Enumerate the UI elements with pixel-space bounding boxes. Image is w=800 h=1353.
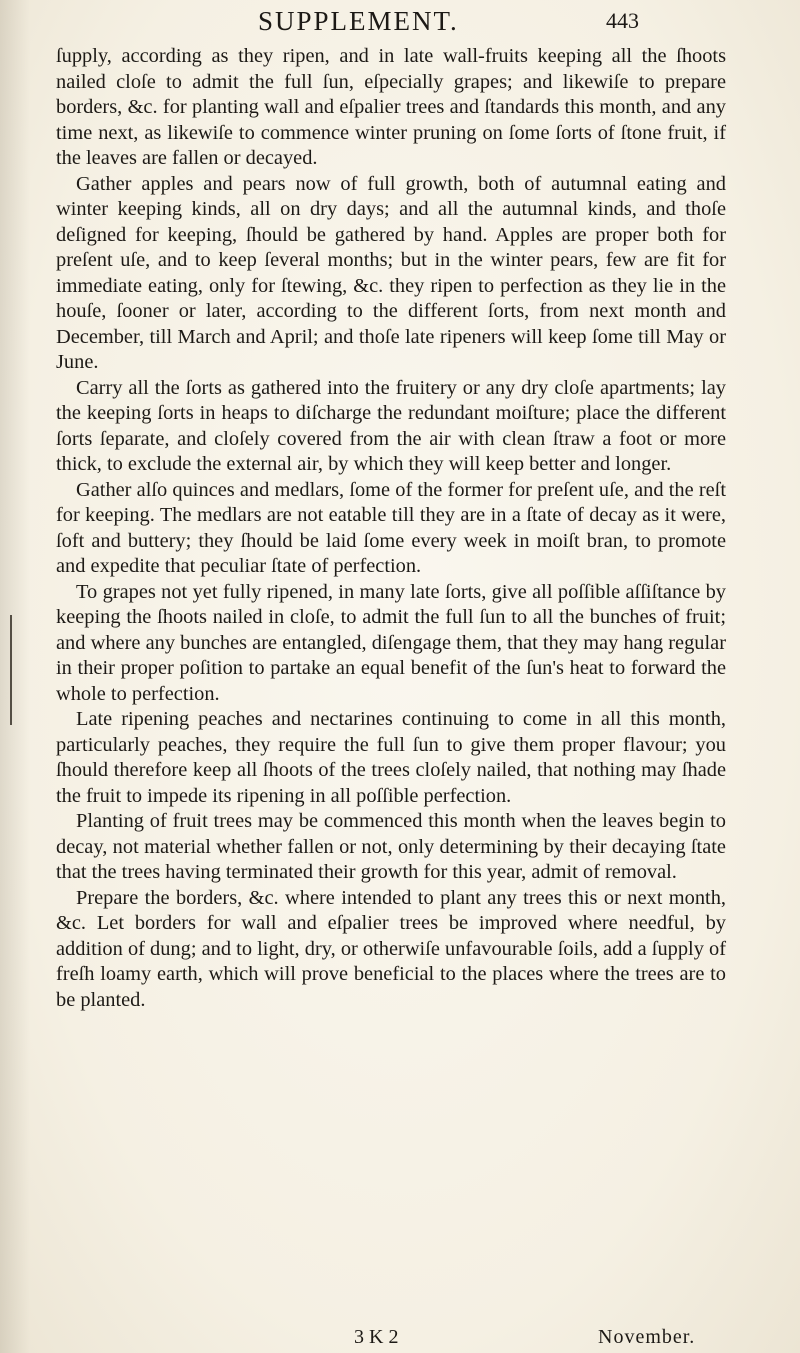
margin-mark [10,615,12,725]
catchword: November. [598,1326,696,1348]
running-title: SUPPLEMENT. [258,6,459,36]
paragraph: Gather apples and pears now of full growth, both of autumnal eating and winter keeping kinds, all on dry days; and all the autumnal kinds, and thoſe deſigned for keeping, ſhould be gathered by hand. Apples are proper both for preſent uſe, and to keep ſeveral months; but in the winter pears, few are fit for immediate eating, only for ſtewing, &c. they ripen to perfection as they lie in the houſe, ſooner or later, according to the different ſorts, from next month and December, till March and April; and thoſe late ripeners will keep ſome till May or June. [56,172,726,373]
paragraph: Late ripening peaches and nectarines continuing to come in all this month, particularly peaches, they require the full ſun to give them proper flavour; you ſhould therefore keep all ſhoots of the trees cloſely nailed, that nothing may ſhade the fruit to impede its ripening in all poſſible perfection. [56,708,726,807]
page-footer [0,1326,800,1352]
gutter-shadow [0,0,30,1353]
paragraph: Gather alſo quinces and medlars, ſome of the former for preſent uſe, and the reſt for keeping. The medlars are not eatable till they are in a ſtate of decay as it were, ſoft and buttery; they ſhould be laid ſome every week in moiſt bran, to promote and expedite that peculiar ſtate of perfection. [56,478,726,577]
running-header [0,6,800,46]
paragraph: To grapes not yet fully ripened, in many late ſorts, give all poſſible aſſiſtance by keeping the ſhoots nailed in cloſe, to admit the full ſun to all the bunches of fruit; and where any bunches are entangled, diſengage them, that they may hang regular in their proper poſition to partake an equal benefit of the ſun's heat to forward the whole to perfection. [56,580,726,705]
paragraph: ſupply, according as they ripen, and in late wall-fruits keeping all the ſhoots nailed cloſe to admit the full ſun, eſpecially grapes; and likewiſe to prepare borders, &c. for planting wall and eſpalier trees and ſtandards this month, and any time next, as likewiſe to commence winter pruning on ſome ſorts of ſtone fruit, if the leaves are fallen or decayed. [56,45,726,169]
body-text [56,44,726,1013]
paragraph: Prepare the borders, &c. where intended to plant any trees this or next month, &c. Let borders for wall and eſpalier trees be improved where needful, by addition of dung; and to light, dry, or otherwiſe unfavourable ſoils, add a ſupply of freſh loamy earth, which will prove beneficial to the places where the trees are to be planted. [56,886,726,1011]
page-number: 443 [606,8,639,33]
signature-mark: 3 K 2 [354,1326,399,1348]
paragraph: Carry all the ſorts as gathered into the fruitery or any dry cloſe apartments; lay the keeping ſorts in heaps to diſcharge the redundant moiſture; place the different ſorts ſeparate, and cloſely covered from the air with clean ſtraw a foot or more thick, to exclude the external air, by which they will keep better and longer. [56,376,726,475]
paragraph: Planting of fruit trees may be commenced this month when the leaves begin to decay, not material whether fallen or not, only determining by their decaying ſtate that the trees having terminated their growth for this year, admit of removal. [56,810,726,883]
